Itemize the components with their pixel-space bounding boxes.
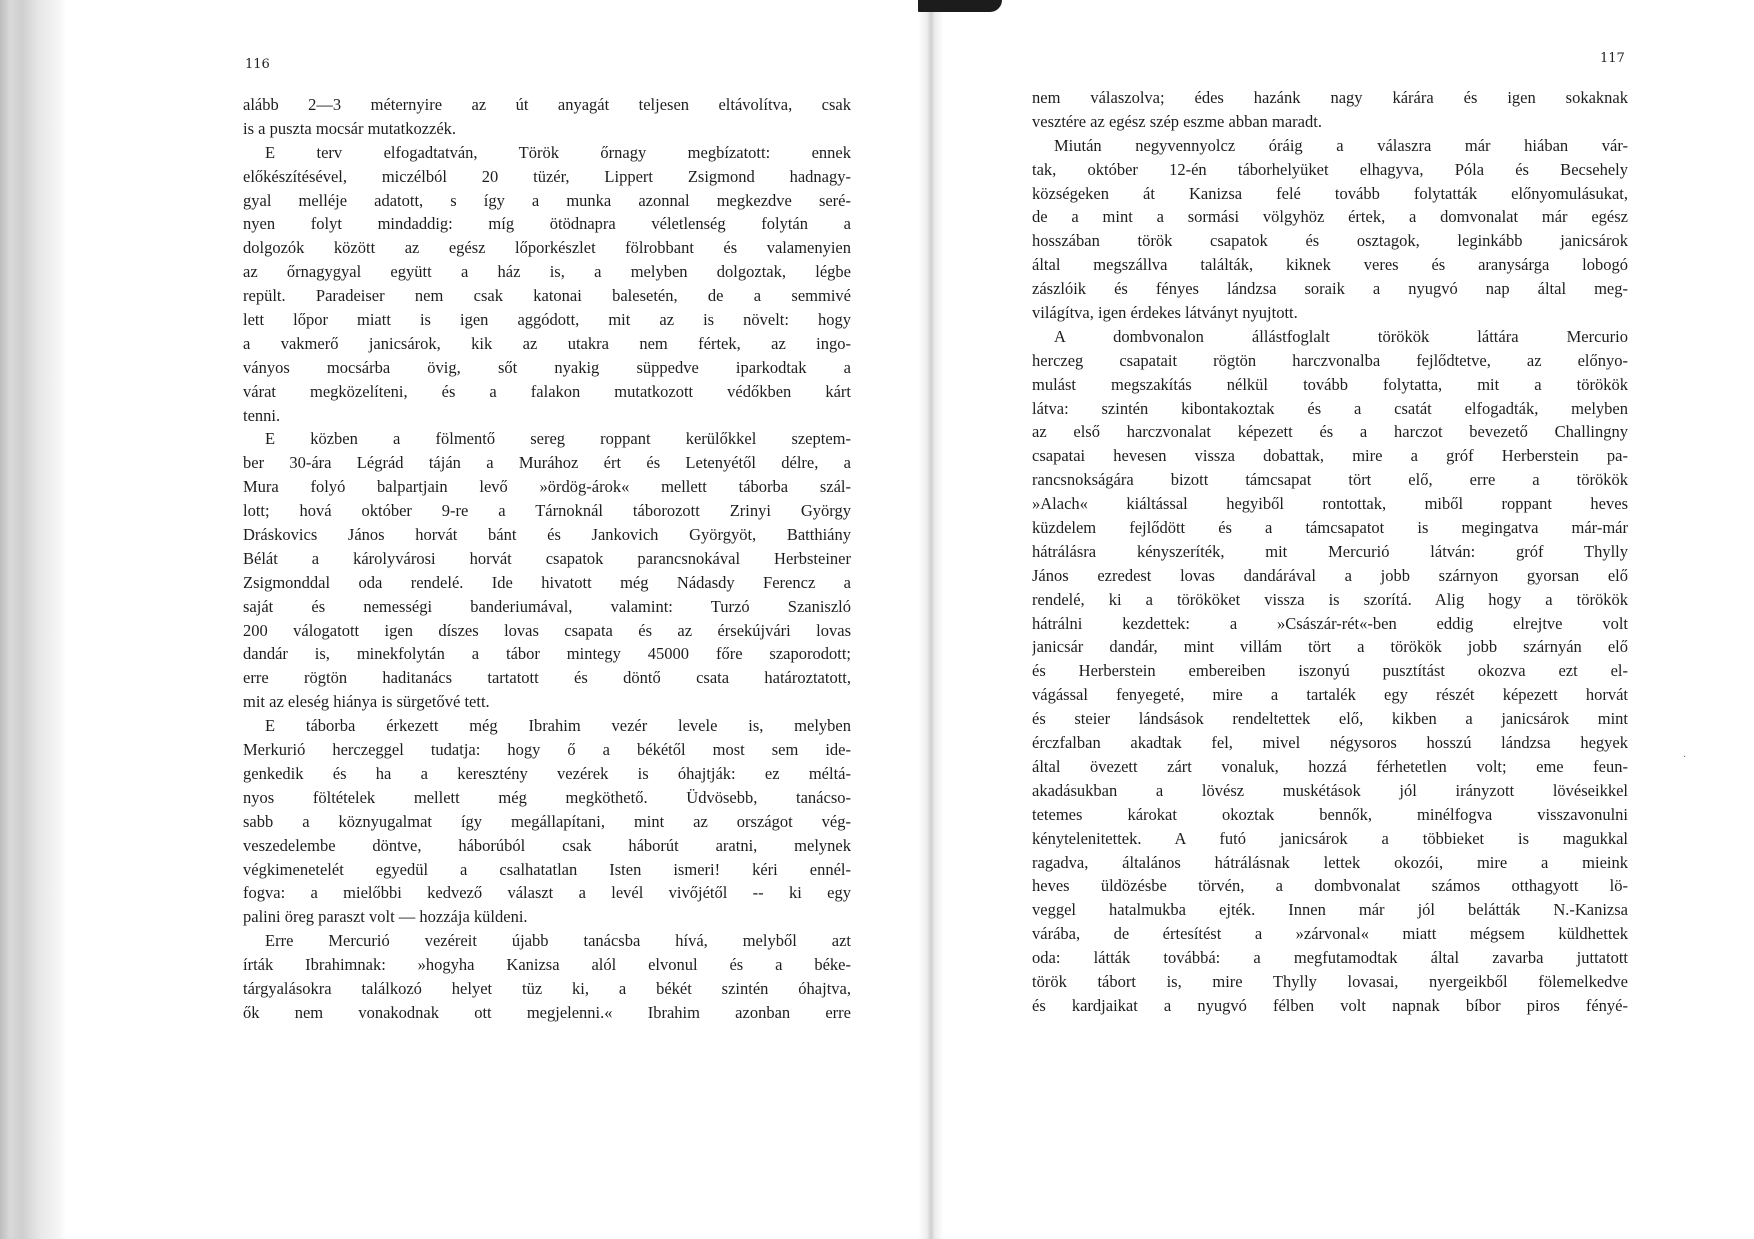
scan-speck: ·: [1683, 752, 1687, 763]
text-line: mulást megszakítás nélkül tovább folytatta, mit a törökök: [1032, 374, 1628, 394]
text-line: alább 2—3 méternyire az út anyagát teljesen eltávolítva, csak: [243, 95, 851, 114]
text-line: vesztére az egész szép eszme abban maradt.: [1032, 111, 1322, 131]
text-line: tak, október 12-én táborhelyüket elhagyva, Póla és Becsehely: [1032, 159, 1628, 179]
text-line: nem válaszolva; édes hazánk nagy kárára és igen sokaknak: [1032, 88, 1628, 107]
text-line: Mura folyó balpartjain levő »ördög-árok« mellett táborba szál-: [243, 477, 851, 497]
text-line: nyos föltételek mellett még megköthető. Üdvösebb, tanácso-: [243, 787, 851, 807]
text-line: Bélát a károlyvárosi horvát csapatok parancsnokával Herbsteiner: [243, 548, 851, 568]
text-line: heves üldözésbe törvén, a dombvonalat számos otthagyott lö-: [1032, 876, 1628, 896]
text-line: E táborba érkezett még Ibrahim vezér levele is, melyben: [265, 716, 851, 736]
text-line: akadásukban a lövész muskétások jól irányzott lövéseikkel: [1032, 780, 1628, 800]
text-line: küzdelem fejlődött és a támcsapatot is megingatva már-már: [1032, 518, 1628, 538]
text-line: községeken át Kanizsa felé tovább folytatták előnyomulásukat,: [1032, 183, 1628, 203]
text-line: és kardjaikat a nyugvó félben volt napnak bíbor piros fényé-: [1032, 995, 1628, 1015]
text-line: sabb a köznyugalmat így megállapítani, mint az országot vég-: [243, 811, 851, 831]
text-line: hosszában török csapatok és osztagok, leginkább janicsárok: [1032, 231, 1628, 251]
text-line: az első harczvonalat képezett és a harczot bevezető Challingny: [1032, 422, 1628, 442]
text-line: genkedik és ha a keresztény vezérek is óhajtják: ez méltá-: [243, 763, 851, 783]
text-line: látva: szintén kibontakoztak és a csatát elfogadták, melyben: [1032, 398, 1628, 418]
text-line: lott; hová október 9-re a Tárnoknál táborozott Zrinyi György: [243, 501, 851, 521]
text-line: várat megközelíteni, és a falakon mutatkozott védőkben kárt: [243, 381, 851, 401]
text-line: veszedelembe döntve, háborúból csak háborút aratni, melynek: [243, 835, 851, 855]
text-line: csapatai hevesen vissza dobattak, mire a gróf Herberstein pa-: [1032, 446, 1628, 466]
text-line: kénytelenitettek. A futó janicsárok a többieket is magukkal: [1032, 828, 1628, 848]
text-line: vágással fenyegeté, mire a tartalék egy részét képezett horvát: [1032, 685, 1628, 705]
text-line: Merkurió herczeggel tudatja: hogy ő a békétől most sem ide-: [243, 740, 851, 760]
text-line: Zsigmonddal oda rendelé. Ide hivatott még Nádasdy Ferencz a: [243, 572, 851, 592]
text-line: várába, de értesítést a »zárvonal« miatt mégsem küldhettek: [1032, 924, 1628, 944]
right-page-text: [1032, 86, 1628, 1018]
text-line: tenni.: [243, 405, 281, 425]
text-line: is a puszta mocsár mutatkozzék.: [243, 118, 457, 138]
text-line: repült. Paradeiser nem csak katonai balesetén, de a semmivé: [243, 286, 851, 306]
gutter-shadow-mark: [918, 0, 1002, 12]
text-line: Erre Mercurió vezéreit újabb tanácsba hívá, melyből azt: [265, 931, 851, 951]
text-line: tárgyalásokra találkozó helyet tüz ki, a békét szintén óhajtva,: [243, 978, 851, 998]
text-line: gyal melléje adatott, s így a munka azonnal megkezdve seré-: [243, 190, 851, 210]
text-line: fogva: a mielőbbi kedvező választ a levél vivőjétől -- ki egy: [243, 883, 851, 903]
page-stack-edge: [0, 0, 66, 1239]
text-line: írták Ibrahimnak: »hogyha Kanizsa alól elvonul és a béke-: [243, 955, 851, 975]
text-line: lett lőpor miatt is igen aggódott, mit az is növelt: hogy: [243, 310, 851, 330]
text-line: az őrnagygyal együtt a ház is, a melyben dolgoztak, légbe: [243, 262, 851, 282]
text-line: E terv elfogadtatván, Török őrnagy megbízatott: ennek: [265, 142, 851, 162]
text-line: palini öreg paraszt volt — hozzája küldeni.: [243, 907, 528, 927]
text-line: E közben a fölmentő sereg roppant kerülőkkel szeptem-: [265, 429, 851, 449]
text-line: zászlóik és fényes lándzsa soraik a nyugvó nap által meg-: [1032, 279, 1628, 299]
text-line: »Alach« kiáltással hegyiből rontottak, miből roppant heves: [1032, 494, 1628, 514]
text-line: világítva, igen érdekes látványt nyujtott.: [1032, 303, 1298, 323]
text-line: Miután negyvennyolcz óráig a válaszra már hiában vár-: [1054, 135, 1628, 155]
text-line: előkészítésével, miczélból 20 tüzér, Lippert Zsigmond hadnagy-: [243, 166, 851, 186]
text-line: erre rögtön haditanács tartatott és döntő csata határoztatott,: [243, 668, 851, 688]
text-line: saját és nemességi banderiumával, valamint: Turzó Szaniszló: [243, 596, 851, 616]
text-line: ványos mocsárba övig, sőt nyakig süppedve iparkodtak a: [243, 357, 851, 377]
text-line: veggel hatalmukba ejték. Innen már jól belátták N.-Kanizsa: [1032, 900, 1628, 920]
text-line: János ezredest lovas dandárával a jobb szárnyon gyorsan elő: [1032, 565, 1628, 585]
text-line: ragadva, általános hátrálásnak lettek okozói, mire a mieink: [1032, 852, 1628, 872]
text-line: janicsár dandár, mint villám tört a törökök jobb szárnyán elő: [1032, 637, 1628, 657]
book-gutter: [918, 0, 944, 1239]
text-line: ők nem vonakodnak ott megjelenni.« Ibrahim azonban erre: [243, 1002, 851, 1022]
text-line: ber 30-ára Légrád táján a Murához ért és Letenyétől délre, a: [243, 453, 851, 473]
text-line: dolgozók között az egész lőporkészlet fölrobbant és valamenyien: [243, 238, 851, 258]
text-line: török tábort is, mire Thylly lovasai, nyergeikből fölemelkedve: [1032, 971, 1628, 991]
text-line: és Herberstein embereiben iszonyú pusztítást okozva ezt el-: [1032, 661, 1628, 681]
text-line: a vakmerő janicsárok, kik az utakra nem fértek, az ingo-: [243, 333, 851, 353]
text-line: herczeg csapatait rögtön harczvonalba fejlődtetve, az előnyo-: [1032, 350, 1628, 370]
text-line: oda: látták továbbá: a megfutamodtak által zavarba juttatott: [1032, 948, 1628, 968]
page-number-right: 117: [1600, 51, 1625, 66]
text-line: 200 válogatott igen díszes lovas csapata és az érsekújvári lovas: [243, 620, 851, 640]
page-number-left: 116: [245, 57, 270, 72]
text-line: Dráskovics János horvát bánt és Jankovich Györgyöt, Batthiány: [243, 525, 851, 545]
text-line: érczfalban akadtak fel, mivel négysoros hosszú lándzsa hegyek: [1032, 733, 1628, 753]
text-line: tetemes károkat okoztak bennők, minélfogva visszavonulni: [1032, 804, 1628, 824]
text-line: rancsnokságára bizott támcsapat tört elő, erre a törökök: [1032, 470, 1628, 490]
text-line: nyen folyt mindaddig: míg ötödnapra véletlenség folytán a: [243, 214, 851, 234]
text-line: végkimenetelét egyedül a csalhatatlan Isten ismeri! kéri ennél-: [243, 859, 851, 879]
text-line: A dombvonalon állástfoglalt törökök láttára Mercurio: [1054, 326, 1628, 346]
text-line: mit az eleség hiánya is sürgetővé tett.: [243, 692, 490, 712]
left-page-text: [243, 93, 851, 1025]
text-line: és steier lándsások rendeltettek elő, kikben a janicsárok mint: [1032, 709, 1628, 729]
text-line: de a mint a sormási völgyhöz értek, a domvonalat már egész: [1032, 207, 1628, 227]
text-line: hátrálni kezdettek: a »Császár-rét«-ben eddig elrejtve volt: [1032, 613, 1628, 633]
text-line: által övezett zárt vonaluk, hozzá férhetetlen volt; eme feun-: [1032, 756, 1628, 776]
text-line: által megszállva találták, kiknek veres és aranysárga lobogó: [1032, 255, 1628, 275]
text-line: hátrálásra kényszeríték, mit Mercurió látván: gróf Thylly: [1032, 541, 1628, 561]
text-line: dandár is, minekfolytán a tábor mintegy 45000 főre szaporodott;: [243, 644, 851, 664]
text-line: rendelé, ki a törököket vissza is szorítá. Alig hogy a törökök: [1032, 589, 1628, 609]
